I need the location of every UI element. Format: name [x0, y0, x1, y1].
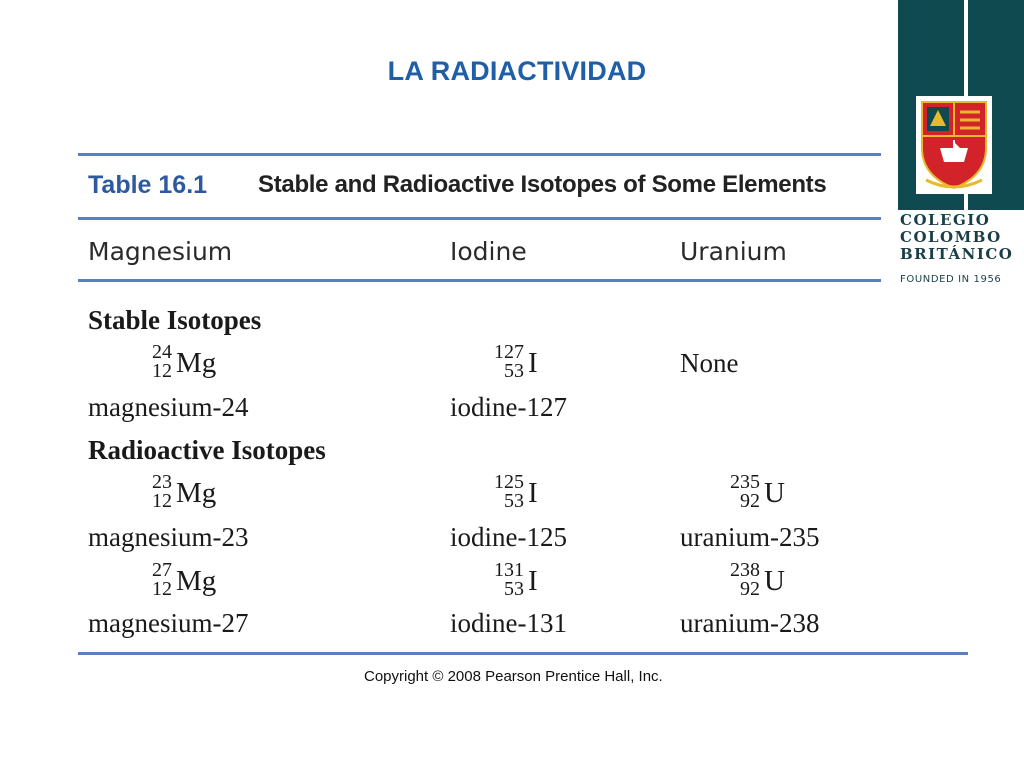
school-crest-icon: [916, 96, 992, 194]
brand-name: COLEGIO COLOMBO BRITÁNICO: [900, 211, 1014, 263]
table-top-rule: [78, 153, 881, 156]
section-heading-radioactive: Radioactive Isotopes: [88, 435, 326, 465]
isotope-name-mg-23: magnesium-23: [88, 522, 249, 552]
uranium-stable-none: None: [680, 348, 739, 378]
brand-founded: FOUNDED IN 1956: [900, 274, 1002, 285]
table-bottom-rule: [78, 652, 968, 655]
column-header-iodine: Iodine: [450, 237, 527, 266]
table-columns-rule: [78, 279, 881, 282]
table-header-rule: [78, 217, 881, 220]
school-brand: [898, 0, 1024, 300]
slide-title: LA RADIACTIVIDAD: [387, 56, 647, 86]
column-header-magnesium: Magnesium: [88, 237, 233, 266]
section-heading-stable: Stable Isotopes: [88, 305, 262, 335]
table-number: Table 16.1: [88, 171, 208, 199]
isotope-name-i-127: iodine-127: [450, 392, 567, 422]
isotope-name-i-125: iodine-125: [450, 522, 567, 552]
isotope-name-mg-27: magnesium-27: [88, 608, 249, 638]
table-caption: Stable and Radioactive Isotopes of Some Elements: [258, 171, 827, 198]
isotope-name-u-235: uranium-235: [680, 522, 820, 552]
isotope-name-i-131: iodine-131: [450, 608, 567, 638]
isotope-name-u-238: uranium-238: [680, 608, 820, 638]
column-header-uranium: Uranium: [680, 237, 787, 266]
copyright-notice: Copyright © 2008 Pearson Prentice Hall, Inc.: [364, 668, 663, 685]
isotope-name-mg-24: magnesium-24: [88, 392, 249, 422]
